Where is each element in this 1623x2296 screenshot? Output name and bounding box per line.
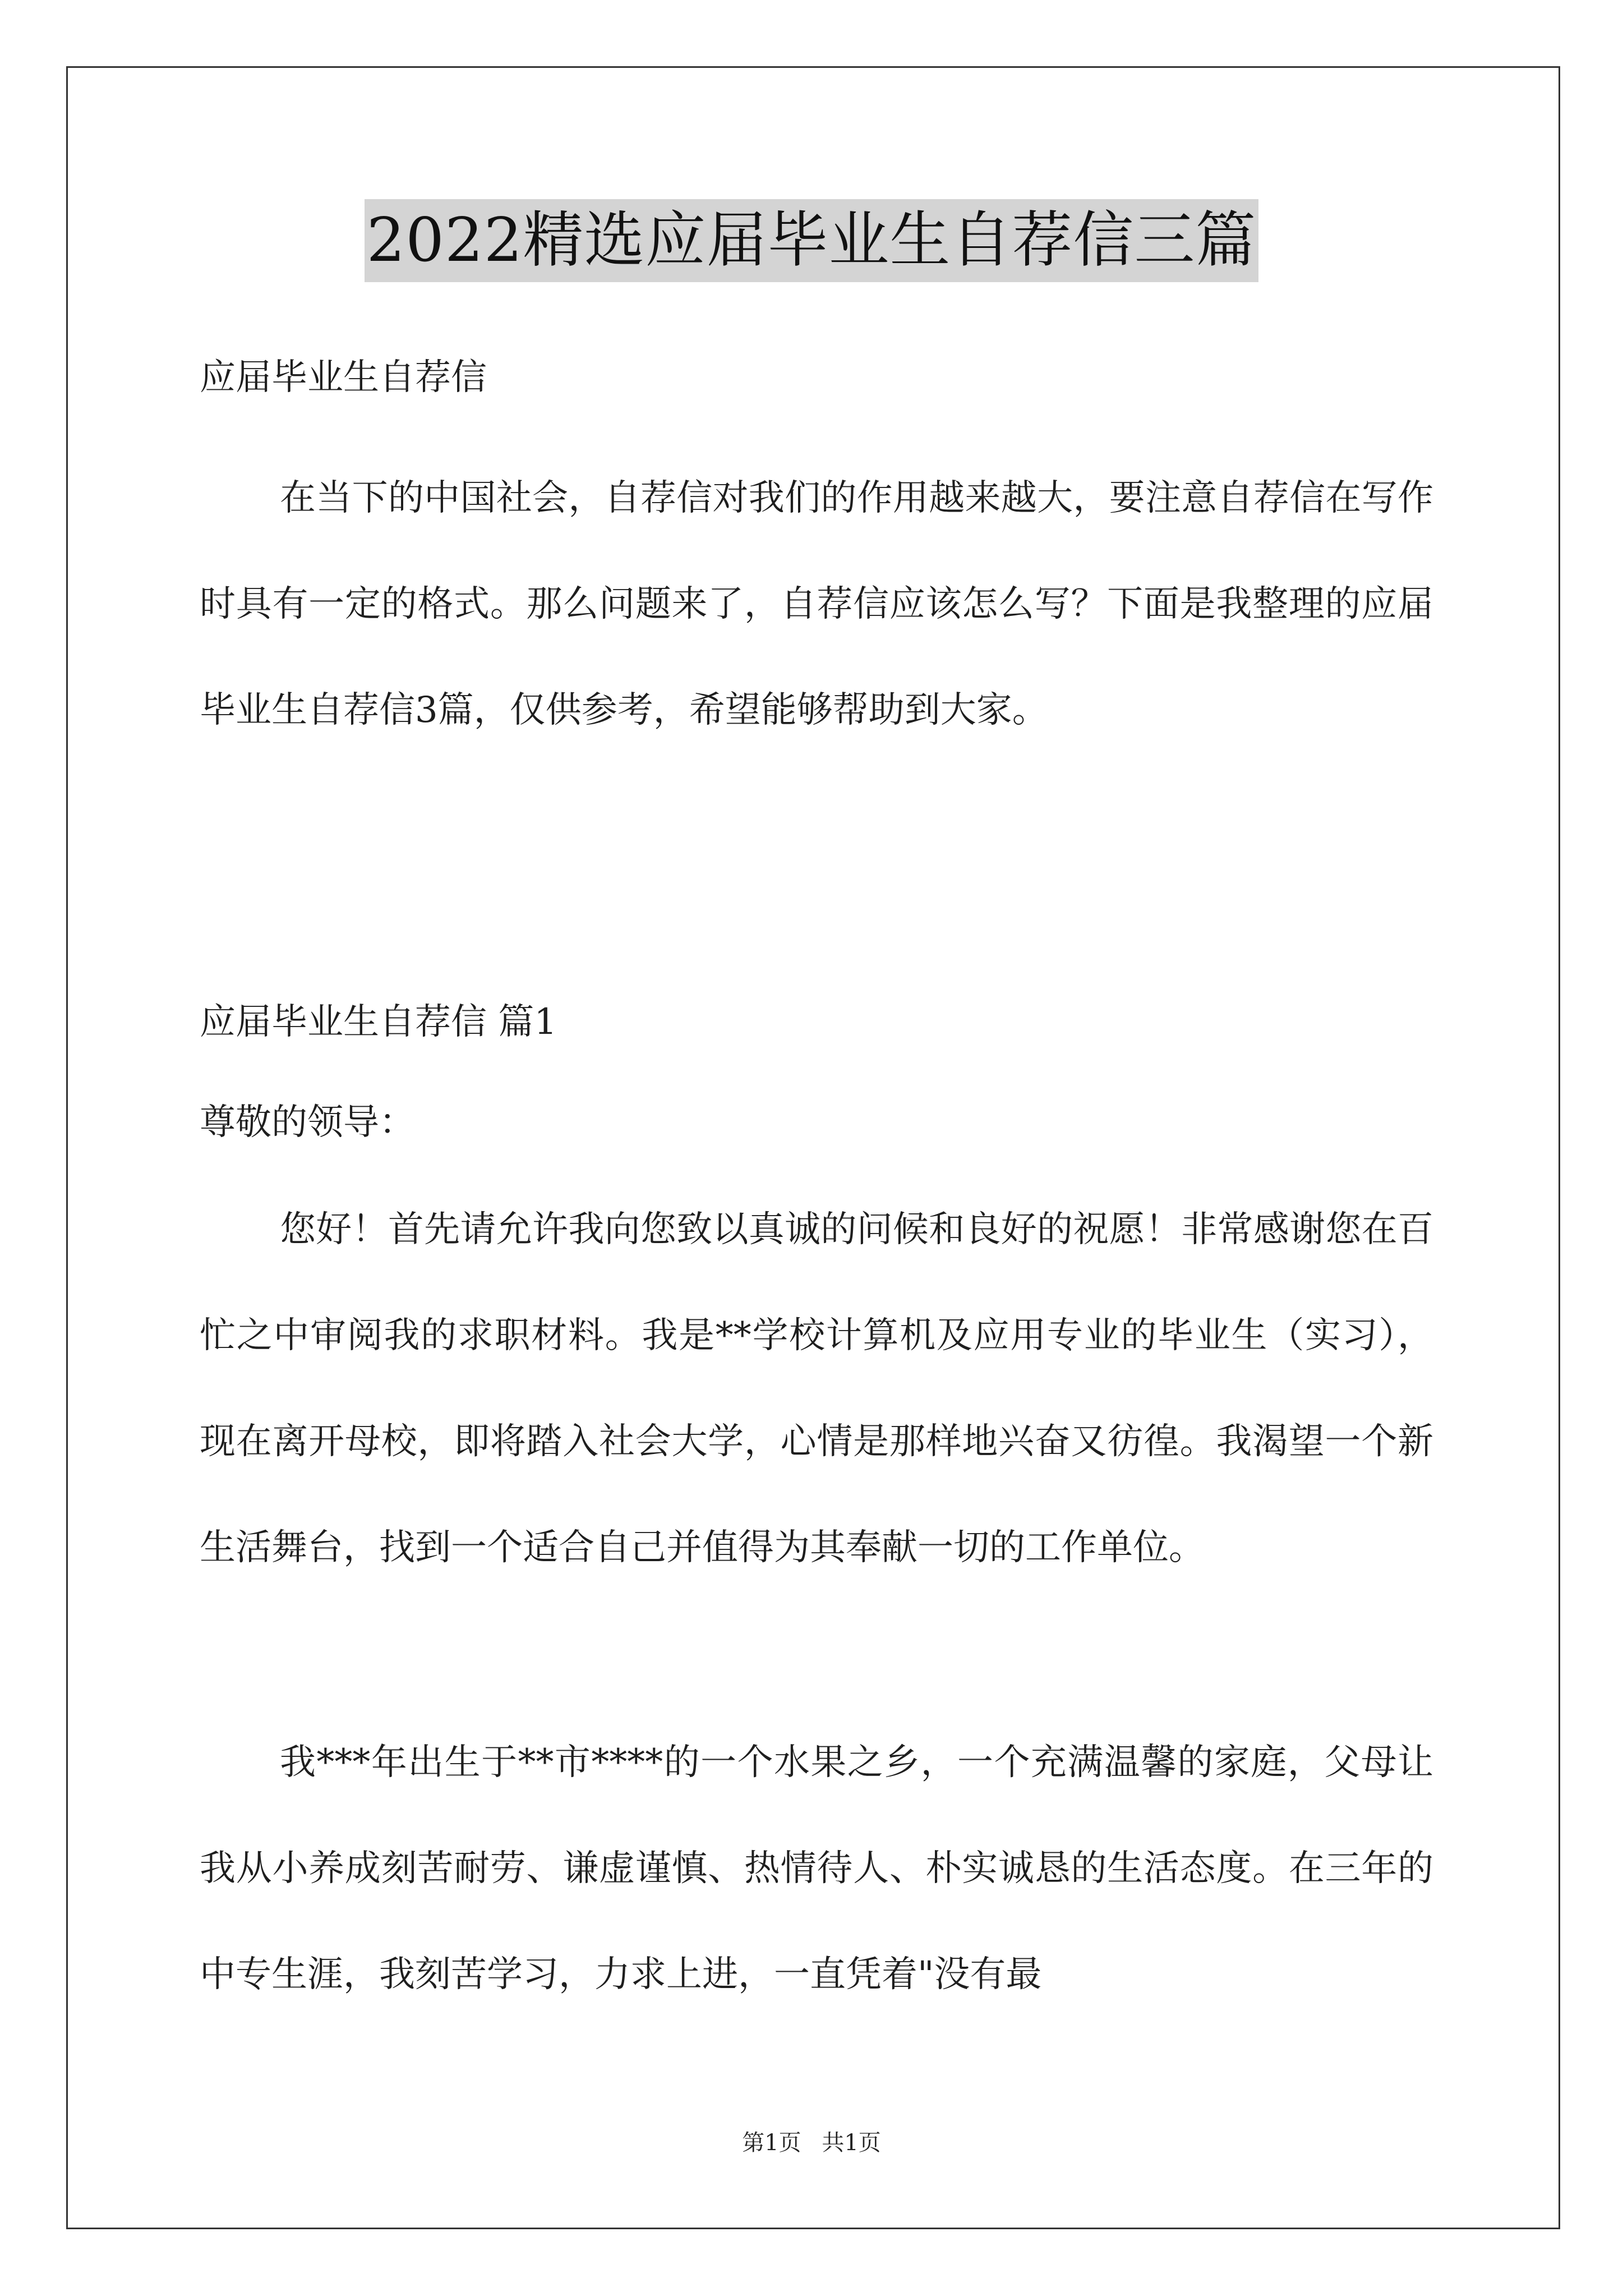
page-number: 第1页 [742, 2130, 801, 2156]
body-paragraph-2: 我***年出生于**市****的一个水果之乡，一个充满温馨的家庭，父母让我从小养成刻苦耐劳、谦虚谨慎、热情待人、朴实诚恳的生活态度。在三年的中专生涯，我刻苦学习，力求上进，一直凭着"没有最 [200, 1742, 1433, 1995]
document-heading: 应届毕业生自荐信 [200, 357, 487, 398]
intro-paragraph: 在当下的中国社会，自荐信对我们的作用越来越大，要注意自荐信在写作时具有一定的格式。那么问题来了，自荐信应该怎么写？下面是我整理的应届毕业生自荐信3篇，仅供参考，希望能够帮助到大家。 [200, 477, 1433, 731]
document-title: 2022精选应届毕业生自荐信三篇 [365, 199, 1259, 282]
salutation: 尊敬的领导： [200, 1102, 415, 1143]
body-paragraph-1: 您好！首先请允许我向您致以真诚的问候和良好的祝愿！非常感谢您在百忙之中审阅我的求职材料。我是**学校计算机及应用专业的毕业生（实习），现在离开母校，即将踏入社会大学，心情是那样地兴奋又彷徨。我渴望一个新生活舞台，找到一个适合自己并值得为其奉献一切的工作单位。 [200, 1209, 1433, 1568]
page-total: 共1页 [822, 2130, 881, 2156]
page-footer [0, 2126, 1623, 2160]
section-heading: 应届毕业生自荐信 篇1 [200, 1001, 557, 1043]
title-container [0, 199, 1623, 282]
